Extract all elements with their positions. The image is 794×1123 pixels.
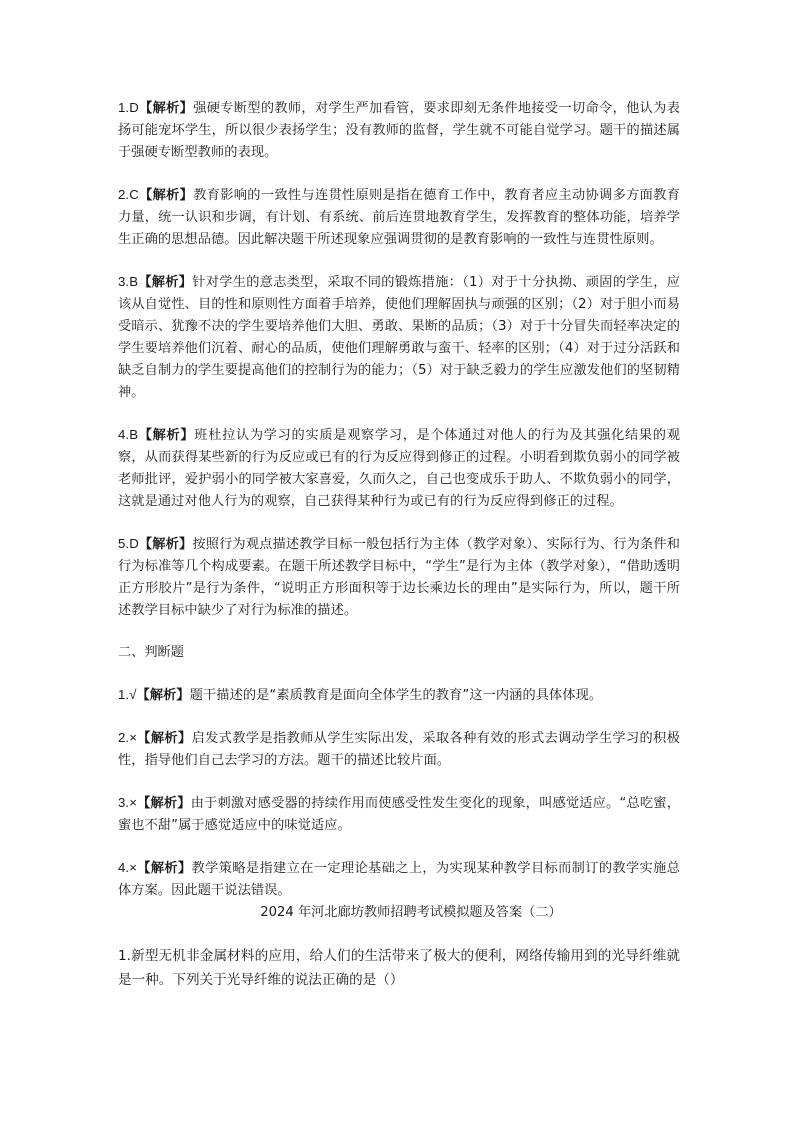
judgment-4 (118, 857, 680, 902)
exam-title: 2024 年河北廊坊教师招聘考试模拟题及答案（二） (260, 905, 562, 920)
answer-number: 4.B (118, 427, 139, 442)
answer-text: 强硬专断型的教师，对学生严加看管，要求即刻无条件地接受一切命令，他认为表扬可能宠坏学生，所以很少表扬学生；没有教师的监督，学生就不可能自觉学习。题干的描述属于强硬专断型教师的表现。 (118, 101, 680, 160)
judgment-1 (118, 684, 680, 707)
answer-2 (118, 184, 680, 251)
analysis-tag: 【解析】 (137, 796, 191, 811)
analysis-tag: 【解析】 (136, 688, 190, 703)
judgment-text: 题干描述的是“素质教育是面向全体学生的教育”这一内涵的具体体现。 (189, 688, 603, 703)
analysis-tag: 【解析】 (137, 731, 192, 746)
analysis-tag: 【解析】 (138, 537, 193, 552)
answer-1 (118, 97, 680, 164)
analysis-tag: 【解析】 (138, 188, 194, 203)
question-1: 1.新型无机非金属材料的应用，给人们的生活带来了极大的便利，网络传输用到的光导纤维就是一种。下列关于光导纤维的说法正确的是（） (118, 948, 680, 988)
analysis-tag: 【解析】 (138, 275, 193, 290)
analysis-tag: 【解析】 (137, 861, 192, 876)
answer-number: 5.D (118, 536, 139, 551)
analysis-tag: 【解析】 (138, 428, 195, 443)
answer-text: 班杜拉认为学习的实质是观察学习，是个体通过对他人的行为及其强化结果的观察，从而获得某些新的行为反应或已有的行为反应得到修正的过程。小明看到欺负弱小的同学被老师批评，爱护弱小的同学被大家喜爱，久而久之，自己也变成乐于助人、不欺负弱小的同学，这就是通过对他人行为的观察，自己获得某种行为或已有的行为反应得到修正的过程。 (118, 428, 680, 509)
judgment-text: 由于刺激对感受器的持续作用而使感受性发生变化的现象，叫感觉适应。“总吃蜜，蜜也不甜”属于感觉适应中的味觉适应。 (118, 796, 681, 833)
answer-number: 3.B (118, 274, 139, 289)
judgment-2 (118, 727, 680, 772)
answer-text: 按照行为观点描述教学目标一般包括行为主体（教学对象）、实际行为、行为条件和行为标准等几个构成要素。在题干所述教学目标中，“学生”是行为主体（教学对象），“借助透明正方形胶片”是行为条件，“说明正方形面积等于边长乘边长的理由”是实际行为，所以，题干所述教学目标中缺少了对行为标准的描述。 (118, 537, 680, 618)
answer-5 (118, 533, 680, 622)
answer-number: 2.C (118, 187, 139, 202)
judgment-text: 启发式教学是指教师从学生实际出发，采取各种有效的形式去调动学生学习的积极性，指导他们自己去学习的方法。题干的描述比较片面。 (118, 731, 680, 768)
section-heading: 二、判断题 (118, 645, 184, 660)
answer-4 (118, 424, 680, 513)
answer-text: 教育影响的一致性与连贯性原则是指在德育工作中，教育者应主动协调多方面教育力量，统一认识和步调，有计划、有系统、前后连贯地教育学生，发挥教育的整体功能，培养学生正确的思想品德。因此解决题干所述现象应强调贯彻的是教育影响的一致性与连贯性原则。 (118, 188, 680, 247)
judgment-text: 教学策略是指建立在一定理论基础之上，为实现某种教学目标而制订的教学实施总体方案。因此题干说法错误。 (118, 861, 680, 898)
analysis-tag: 【解析】 (138, 101, 194, 116)
judgment-3 (118, 792, 680, 837)
answer-text: 针对学生的意志类型，采取不同的锻炼措施：（1）对于十分执拗、顽固的学生，应该从自觉性、目的性和原则性方面着手培养，使他们理解固执与顽强的区别；（2）对于胆小而易受暗示、犹豫不决的学生要培养他们大胆、勇敢、果断的品质；（3）对于十分冒失而轻率决定的学生要培养他们沉着、耐心的品质，使他们理解勇敢与蛮干、轻率的区别；（4）对于过分活跃和缺乏自制力的学生要提高他们的控制行为的能力；（5）对于缺乏毅力的学生应激发他们的坚韧精神。 (118, 275, 680, 400)
document-page (118, 97, 680, 992)
answer-3 (118, 271, 680, 404)
judgment-number: 1.√ (118, 687, 137, 702)
answer-number: 1.D (118, 100, 139, 115)
judgment-number: 2.× (118, 730, 137, 745)
judgment-number: 4.× (118, 860, 137, 875)
judgment-number: 3.× (118, 795, 137, 810)
